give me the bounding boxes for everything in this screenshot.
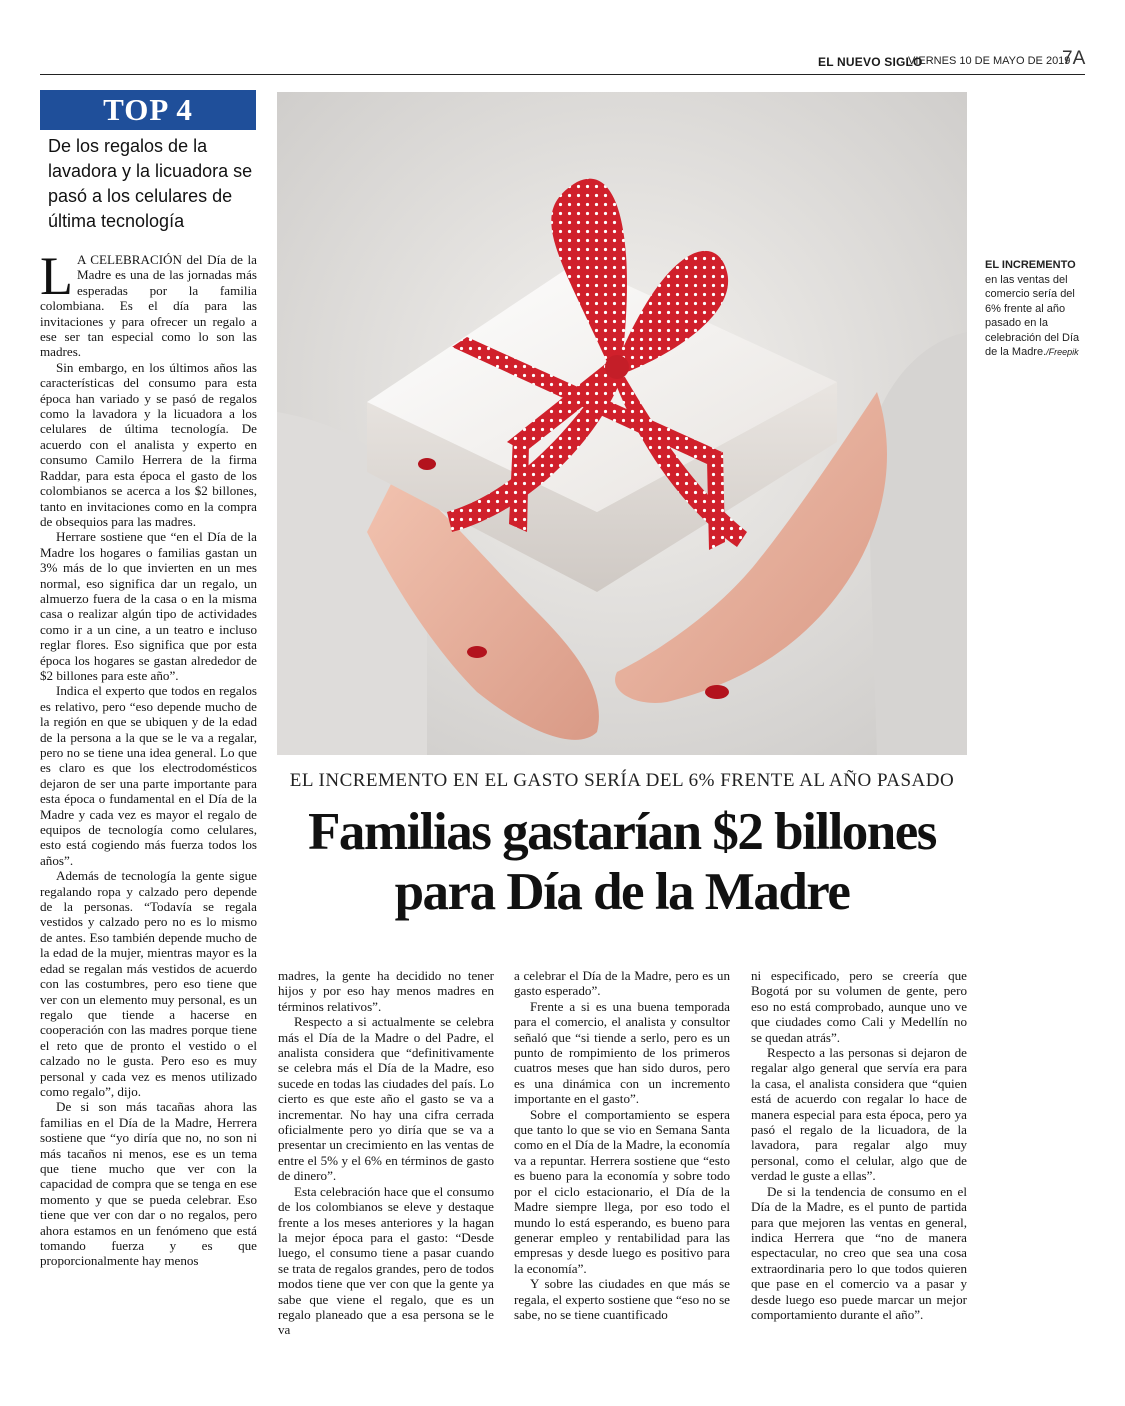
article-paragraph: Indica el experto que todos en regalos es relativo, pero “eso depende mucho de la región en que se ubiquen y de la edad de la persona a la que se le va a regalar, pero no se tiene una idea general. Lo que es claro es que los electrodomésticos dejaron de ser una parte importante para esta época o fundamental en el Día de la Madre y cada vez es mayor el regalo de equipos de tecnología como celulares, esto está cogiendo más fuerza todos los años”. [40, 683, 257, 868]
article-paragraph: Herrare sostiene que “en el Día de la Madre los hogares o familias gastan un 3% más de lo que invierten en un mes normal, eso significa dar un regalo, un almuerzo fuera de la casa o en la misma casa o realizar algún tipo de actividades como ir a un cine, a un teatro e incluso reglar flores. Eso significa que por esta época los hogares se gastan alrededor de $2 billones para este año”. [40, 529, 257, 683]
article-column-1 [40, 246, 257, 1269]
article-paragraph: ni especificado, pero se creería que Bogotá por su volumen de gente, pero eso no está comprobado, aunque uno ve que ciudades como Cali y Medellín no se quedan atrás”. [751, 968, 967, 1045]
article-paragraph [40, 246, 257, 360]
lead-text: del Día de la Madre es una de las jornadas más esperadas por la familia colombiana. Es el día para las invitaciones y para ofrecer un regalo a ese ser tan especial como lo son las madres. [40, 252, 257, 360]
article-paragraph: madres, la gente ha decidido no tener hijos y por eso hay menos madres en términos relativos”. [278, 968, 494, 1014]
article-paragraph: Esta celebración hace que el consumo de los colombianos se eleve y destaque frente a los meses anteriores y la hagan la mejor época para el gasto: “Desde luego, el consumo tiene a pasar cuando se trata de regalos grandes, pero de todos modos tiene que ver con que la gente ya sabe que viene el regalo, que es un regalo planeado que a esa persona se le va [278, 1183, 494, 1338]
article-paragraph: Frente a si es una buena temporada para el comercio, el analista y consultor señaló que “si tiende a serlo, pero es un punto de rompimiento de los primeros cuatros meses que han sido duros, pero es una dinámica con un incremento importante en el gasto”. [514, 998, 730, 1107]
top4-description: De los regalos de la lavadora y la licuadora se pasó a los celulares de última tecnología [48, 136, 253, 231]
caption-lead: EL INCREMENTO [985, 259, 1076, 271]
issue-date: VIERNES 10 DE MAYO DE 2019 [908, 55, 1071, 67]
article-paragraph: Sobre el comportamiento se espera que tanto lo que se vio en Semana Santa como en el Día de la Madre, la economía va a repuntar. Herrera sostiene que “esto es bueno para la economía y sobre todo por el ciclo estacionario, el Día de la Madre siempre llega, por eso todo el mundo lo está esperando, es bueno para generar empleo y rentabilidad para las empresas y desde luego es positivo para la economía”. [514, 1106, 730, 1276]
article-column-2 [278, 968, 494, 1338]
article-paragraph: De si la tendencia de consumo en el Día de la Madre, es el punto de partida para que mejoren las ventas en general, indica Herrera que “no de manera espectacular, no creo que sea una cosa extraordinaria pero lo que todos quieren que pase en el comercio va a pasar y desde luego eso puede marcar un mejor comportamiento durante el año”. [751, 1183, 967, 1322]
article-paragraph: Respecto a si actualmente se celebra más el Día de la Madre o del Padre, el analista considera que “definitivamente se celebra más el Día de la Madre, eso sucede en todas las ciudades del país. Lo cierto es que este año el gasto se va a incrementar. No hay una cifra cerrada oficialmente pero yo diría que se va a presentar un crecimiento en las ventas de entre el 5% y el 6% en términos de gasto de dinero”. [278, 1014, 494, 1184]
headline-line-2: para Día de la Madre [394, 863, 850, 921]
kicker: EL INCREMENTO EN EL GASTO SERÍA DEL 6% FRENTE AL AÑO PASADO [289, 770, 955, 791]
article-paragraph: Respecto a las personas si dejaron de regalar algo general que servía era para la casa, el analista considera que “quien está de acuerdo con regalar lo hace de manera especial para esta época, pero ya pasó el regalo de la licuadora, de la lavadora, para regalar algo muy personal, como el celular, algo que de verdad le guste a ellas”. [751, 1045, 967, 1184]
caption-text: en las ventas del comercio sería del 6% frente al año pasado en la celebración del Día de la Madre. [985, 273, 1080, 358]
header-rule [40, 74, 1085, 75]
gift-box-photo [277, 92, 967, 755]
lead-smallcaps: A CELEBRACIÓN [77, 252, 182, 267]
article-paragraph: Sin embargo, en los últimos años las características del consumo para esta época han variado y se pasó de regalos como la lavadora y la licuadora a los celulares de última tecnología. De acuerdo con el analista y experto en consumo Camilo Herrera de la firma Raddar, para esta época el gasto de los colombianos se acerca a los $2 billones, tanto en invitaciones como en la compra de obsequios para las madres. [40, 359, 257, 529]
article-paragraph: De si son más tacañas ahora las familias en el Día de la Madre, Herrera sostiene que “yo diría que no, no son ni más tacaños ni menos, ese es un tema que tiene mucho que ver con la capacidad de compra que se tenga en ese momento y que se pueda celebrar. Eso tiene que ver con dar o no regalos, pero ahora estamos en un fenómeno que está tomando fuerza y es que proporcionalmente hay menos [40, 1099, 257, 1269]
article-paragraph: Y sobre las ciudades en que más se regala, el experto sostiene que “eso no se sabe, no se tiene cuantificado [514, 1276, 730, 1322]
top4-badge: TOP 4 [40, 90, 256, 130]
article-paragraph: Además de tecnología la gente sigue regalando ropa y calzado pero depende de la personas. “Todavía se regala vestidos y calzado pero no es lo mismo de antes. Eso también depende mucho de la edad de la mujer, mientras mayor es la edad se regalan más vestidos de acuerdo con las costumbres, pero eso tiene que ver con un elemento muy personal, es un regalo que tiende a hacerse en cooperación con las madres porque tiene el reto que de pronto el vestido o el calzado no le gusta. Pero eso es muy personal y cada vez es menos utilizado como regalo”, dijo. [40, 868, 257, 1099]
article-column-4 [751, 968, 967, 1322]
headline [277, 802, 967, 922]
article-column-3 [514, 968, 730, 1322]
drop-cap: L [40, 246, 73, 306]
photo-caption [985, 258, 1085, 360]
page-number: 7A [1062, 48, 1086, 69]
newspaper-name: EL NUEVO SIGLO [818, 55, 923, 69]
caption-credit: /Freepik [1046, 347, 1079, 357]
headline-line-1: Familias gastarían $2 billones [308, 803, 936, 861]
article-paragraph: a celebrar el Día de la Madre, pero es un gasto esperado”. [514, 968, 730, 999]
